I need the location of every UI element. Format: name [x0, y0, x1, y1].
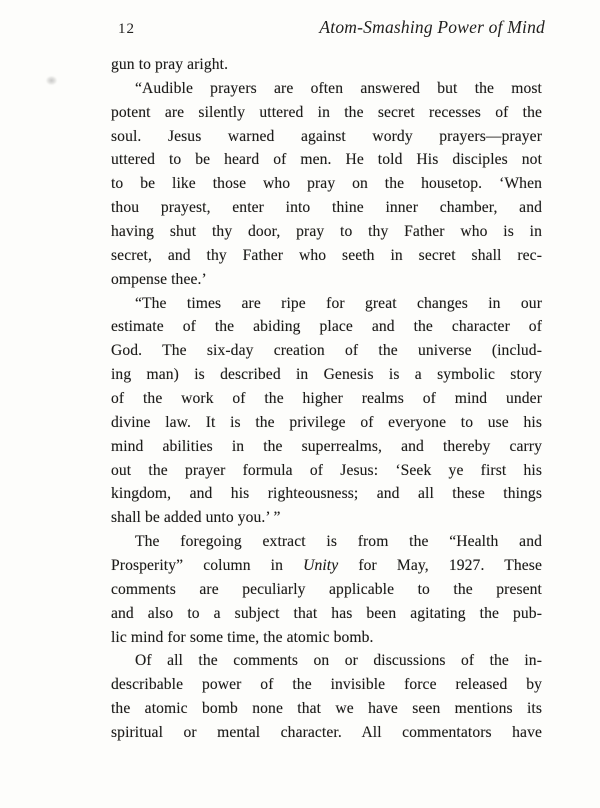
text-line: “The times are ripe for great changes in our	[135, 294, 542, 312]
text-line: ing man) is described in Genesis is a symbolic story	[111, 366, 542, 384]
paragraph	[111, 649, 542, 744]
text-line: comments are peculiarly applicable to the present	[111, 580, 542, 598]
text-line: lic mind for some time, the atomic bomb.	[111, 628, 374, 646]
page-number: 12	[118, 21, 135, 37]
text-line: shall be added unto you.’ ”	[111, 509, 281, 527]
text-line: the atomic bomb none that we have seen mentions its	[111, 700, 542, 718]
text-line: and also to a subject that has been agitating the pub-	[111, 604, 542, 622]
italic-word-unity: Unity	[303, 557, 339, 575]
text-line: mind abilities in the superrealms, and thereby carry	[111, 437, 542, 455]
text-line: secret, and thy Father who seeth in secret shall rec-	[111, 246, 542, 264]
text-line: uttered to be heard of men. He told His disciples not	[111, 151, 542, 169]
running-title: Atom-Smashing Power of Mind	[319, 17, 545, 37]
text-line: to be like those who pray on the housetop. ‘When	[111, 175, 542, 193]
text-line: spiritual or mental character. All commentators have	[111, 724, 542, 742]
scan-smudge	[46, 76, 57, 85]
text-line: potent are silently uttered in the secret recesses of the	[111, 103, 542, 121]
text-line: of the work of the higher realms of mind under	[111, 390, 542, 408]
page-header	[111, 17, 545, 38]
paragraph	[111, 292, 542, 531]
text-line: thou prayest, enter into thine inner chamber, and	[111, 199, 542, 217]
text-segment: for May, 1927. These	[338, 557, 542, 575]
paragraph	[111, 530, 542, 649]
text-line: divine law. It is the privilege of everyone to use his	[111, 413, 542, 431]
text-line: ompense thee.’	[111, 270, 207, 288]
text-line: soul. Jesus warned against wordy prayers—prayer	[111, 127, 542, 145]
text-line: kingdom, and his righteousness; and all these things	[111, 485, 542, 503]
text-line: God. The six-day creation of the universe (includ-	[111, 342, 542, 360]
text-segment: Prosperity” column in	[111, 557, 304, 575]
text-line: estimate of the abiding place and the character of	[111, 318, 542, 336]
text-line: gun to pray aright.	[111, 56, 229, 73]
text-line: having shut thy door, pray to thy Father who is in	[111, 223, 542, 241]
text-line: Of all the comments on or discussions of the in-	[135, 652, 542, 670]
text-line: “Audible prayers are often answered but the most	[135, 79, 542, 97]
page-text	[111, 53, 542, 745]
paragraph	[111, 53, 542, 77]
text-line: out the prayer formula of Jesus: ‘Seek ye first his	[111, 461, 542, 479]
text-line	[111, 554, 542, 578]
paragraph	[111, 77, 542, 292]
text-line: The foregoing extract is from the “Health and	[135, 533, 542, 551]
text-line: describable power of the invisible force released by	[111, 676, 542, 694]
